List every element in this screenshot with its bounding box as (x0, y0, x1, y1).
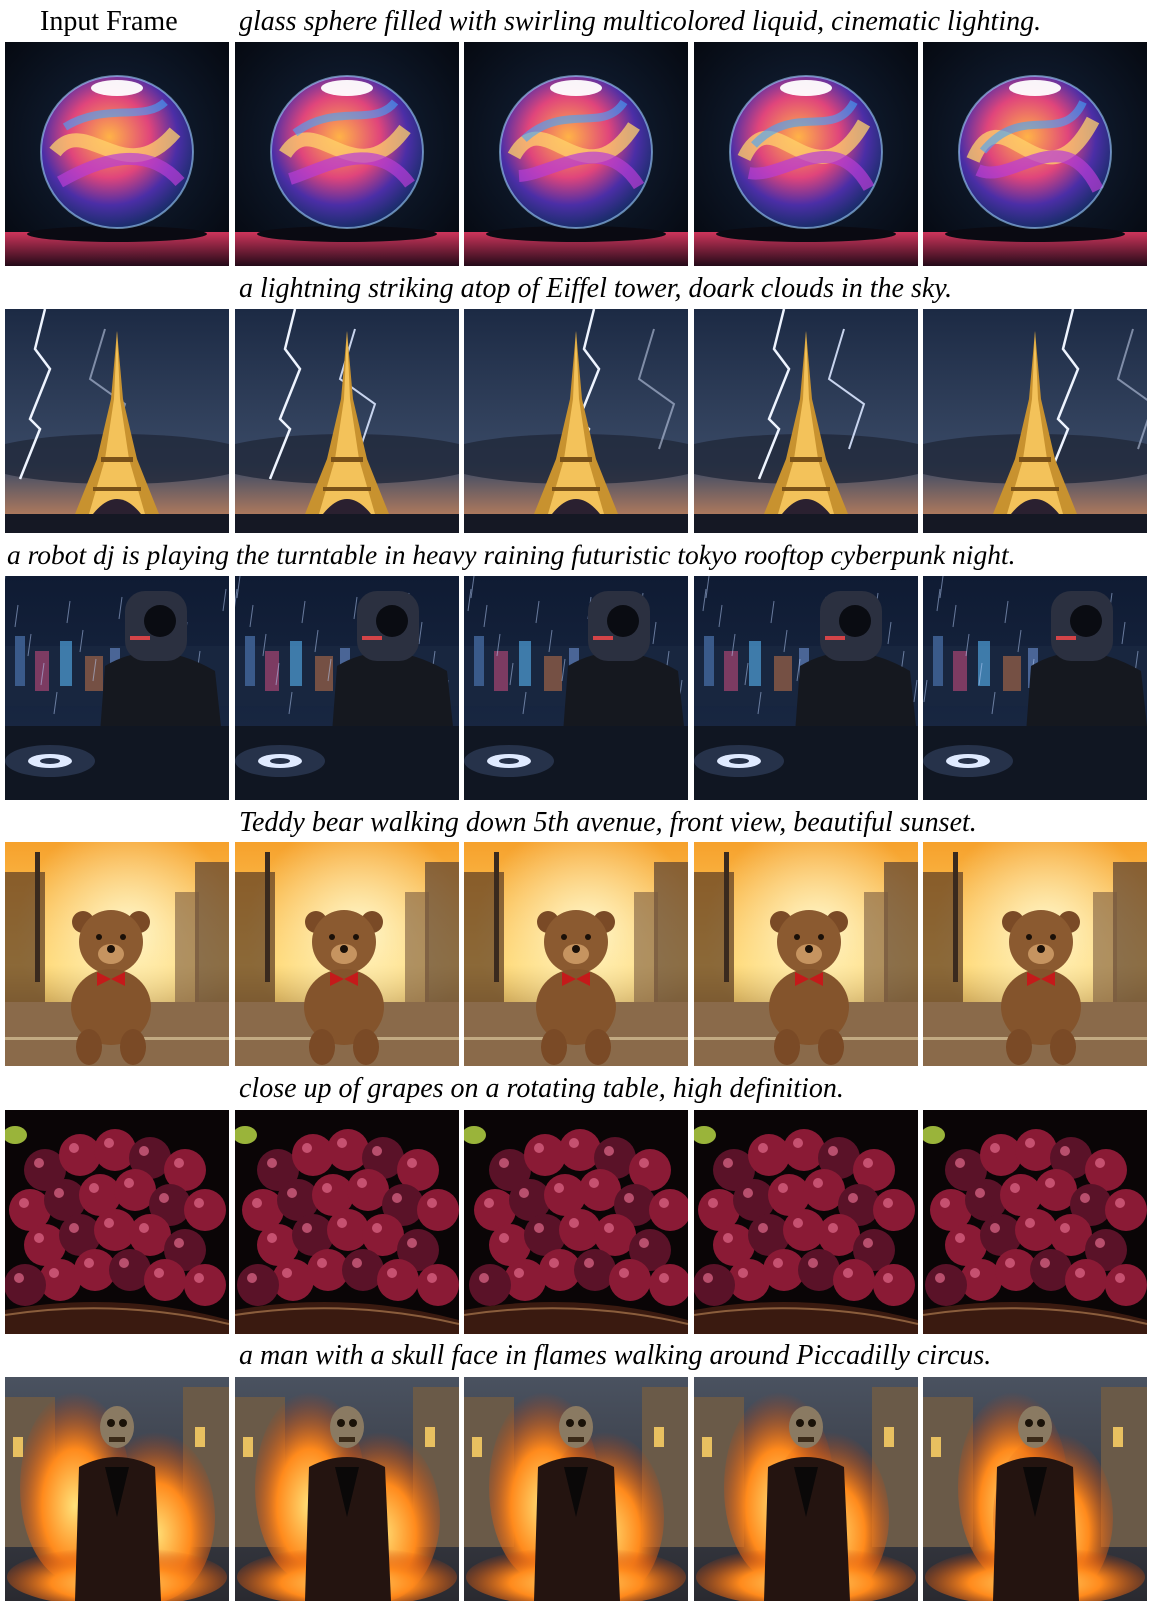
frame-illustration (235, 309, 459, 533)
generated-frame-image (235, 576, 459, 800)
prompt-caption: glass sphere filled with swirling multicolored liquid, cinematic lighting. (239, 6, 1042, 37)
frame-illustration (235, 576, 459, 800)
generated-frame-image (235, 1377, 459, 1601)
generated-frame-image (923, 842, 1147, 1066)
frame-illustration (5, 1110, 229, 1334)
input-frame-image (5, 309, 229, 533)
frame-illustration (464, 42, 688, 266)
generated-frame-image (923, 42, 1147, 266)
generated-frame-image (235, 309, 459, 533)
prompt-caption: a man with a skull face in flames walking around Piccadilly circus. (239, 1340, 992, 1371)
frame-illustration (694, 576, 918, 800)
frame-illustration (694, 1377, 918, 1601)
generated-frame-image (923, 1377, 1147, 1601)
generated-frame-image (694, 1377, 918, 1601)
frame-illustration (923, 309, 1147, 533)
input-frame-image (5, 576, 229, 800)
generated-frame-image (235, 42, 459, 266)
frame-illustration (923, 576, 1147, 800)
frame-illustration (464, 842, 688, 1066)
input-frame-image (5, 842, 229, 1066)
generated-frame-image (464, 576, 688, 800)
prompt-caption: a robot dj is playing the turntable in heavy raining futuristic tokyo rooftop cyberpunk night. (7, 539, 1016, 570)
frame-illustration (923, 1377, 1147, 1601)
prompt-caption: a lightning striking atop of Eiffel tower, doark clouds in the sky. (239, 273, 953, 304)
frame-illustration (694, 309, 918, 533)
generated-frame-image (464, 1377, 688, 1601)
prompt-caption: Teddy bear walking down 5th avenue, front view, beautiful sunset. (239, 807, 977, 838)
frame-illustration (694, 1110, 918, 1334)
generated-frame-image (923, 1110, 1147, 1334)
frame-illustration (5, 1377, 229, 1601)
frame-illustration (235, 1110, 459, 1334)
frame-illustration (235, 1377, 459, 1601)
input-frame-label: Input Frame (40, 6, 178, 37)
prompt-caption: close up of grapes on a rotating table, high definition. (239, 1073, 844, 1104)
input-frame-image (5, 1110, 229, 1334)
frame-illustration (235, 42, 459, 266)
generated-frame-image (694, 576, 918, 800)
generated-frame-image (694, 42, 918, 266)
frame-illustration (923, 1110, 1147, 1334)
generated-frame-image (464, 42, 688, 266)
input-frame-image (5, 1377, 229, 1601)
frame-illustration (5, 42, 229, 266)
generated-frame-image (923, 309, 1147, 533)
generated-frame-image (694, 842, 918, 1066)
frame-illustration (235, 842, 459, 1066)
frame-illustration (464, 309, 688, 533)
generated-frame-image (235, 1110, 459, 1334)
frame-illustration (464, 1110, 688, 1334)
generated-frame-image (464, 842, 688, 1066)
frame-illustration (923, 42, 1147, 266)
frame-illustration (5, 576, 229, 800)
input-frame-image (5, 42, 229, 266)
frame-illustration (923, 842, 1147, 1066)
frame-illustration (464, 1377, 688, 1601)
frame-illustration (464, 576, 688, 800)
frame-illustration (694, 842, 918, 1066)
generated-frame-image (923, 576, 1147, 800)
generated-frame-image (694, 1110, 918, 1334)
generated-frame-image (694, 309, 918, 533)
frame-illustration (5, 842, 229, 1066)
generated-frame-image (464, 309, 688, 533)
generated-frame-image (235, 842, 459, 1066)
generated-frame-image (464, 1110, 688, 1334)
frame-illustration (5, 309, 229, 533)
frame-illustration (694, 42, 918, 266)
